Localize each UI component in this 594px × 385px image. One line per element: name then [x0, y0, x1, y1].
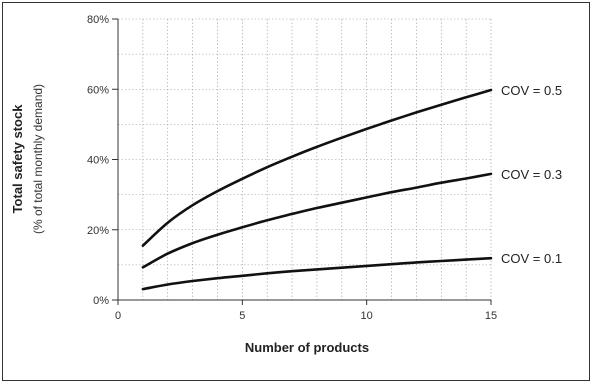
series-label-1: COV = 0.5: [501, 82, 563, 98]
y-tick-label: 0%: [93, 295, 109, 307]
y-tick-label: 40%: [86, 154, 109, 167]
x-tick-label: 0: [114, 310, 122, 322]
x-tick-labels: [115, 310, 497, 322]
y-tick-label: 20%: [86, 224, 109, 237]
series-lines: [143, 90, 491, 289]
grid: [118, 19, 491, 300]
x-tick-label: 5: [239, 310, 246, 322]
y-axis-title: Total safety stock: [10, 104, 25, 214]
series-label-2: COV = 0.3: [501, 166, 563, 182]
series-line-3: [143, 258, 491, 289]
x-axis-title: Number of products: [244, 340, 370, 355]
x-tick-label: 10: [360, 310, 373, 322]
y-tick-labels: [87, 14, 109, 307]
series-label-3: COV = 0.1: [501, 251, 563, 267]
y-axis-subtitle: (% of total monthly demand): [31, 83, 45, 235]
x-tick-label: 15: [484, 310, 498, 322]
y-tick-label: 60%: [86, 84, 109, 97]
y-tick-label: 80%: [86, 14, 109, 26]
series-labels: [501, 83, 562, 266]
